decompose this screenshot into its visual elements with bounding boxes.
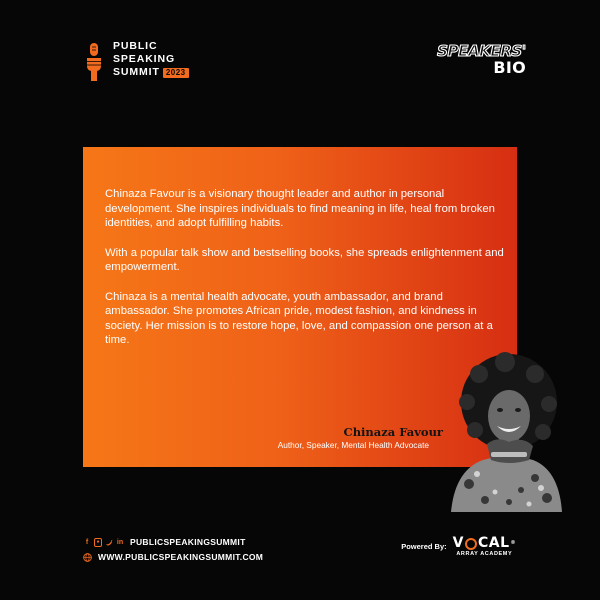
registered-mark: ® <box>510 540 516 546</box>
bio-text <box>105 187 505 363</box>
instagram-icon[interactable]: ● <box>94 538 102 547</box>
title-speakers: SPEAKERS' <box>437 42 526 60</box>
vocal-letter-v: V <box>452 535 464 551</box>
twitter-icon[interactable] <box>105 538 113 547</box>
website-link[interactable]: WWW.PUBLICSPEAKINGSUMMIT.COM <box>98 552 264 562</box>
logo-year-badge: 2023 <box>163 68 189 78</box>
vocal-o-ring-icon <box>465 538 477 550</box>
speaker-photo <box>449 352 564 512</box>
page-title <box>437 43 526 77</box>
title-bio: BIO <box>493 58 526 77</box>
powered-label: Powered By: <box>401 542 447 551</box>
vocal-letters-rest: CAL <box>477 535 510 551</box>
logo-line-3: SUMMIT <box>113 66 160 78</box>
summit-logo <box>84 40 189 82</box>
social-row <box>83 535 263 549</box>
vocal-subtitle: ARRAY ACADEMY <box>456 551 513 557</box>
bio-paragraph-1: Chinaza Favour is a visionary thought leader and author in personal development. She inspires individuals to find meaning in life, heal from broken identities, and adopt fulfilling habits. <box>105 188 495 229</box>
microphone-hand-icon <box>84 42 104 82</box>
linkedin-icon[interactable]: in <box>116 538 124 546</box>
speaker-role: Author, Speaker, Mental Health Advocate <box>277 440 429 450</box>
bio-paragraph-2: With a popular talk show and bestselling books, she spreads enlightenment and empowerment. <box>105 246 504 273</box>
website-row <box>83 550 263 564</box>
bio-paragraph-3: Chinaza is a mental health advocate, youth ambassador, and brand ambassador. She promotes African pride, modest fashion, and kindness in society. Her mission is to restore hope, love, and compassion one person at a time. <box>105 290 493 346</box>
facebook-icon[interactable]: f <box>85 538 89 546</box>
footer-links <box>83 535 263 565</box>
powered-by <box>401 536 516 557</box>
social-handle[interactable]: PUBLICSPEAKINGSUMMIT <box>130 537 246 547</box>
globe-icon <box>83 553 92 562</box>
logo-line-1: PUBLIC <box>113 40 158 52</box>
vocal-logo <box>453 536 516 557</box>
speaker-name: Chinaza Favour <box>343 425 443 439</box>
logo-line-2: SPEAKING <box>113 53 176 65</box>
